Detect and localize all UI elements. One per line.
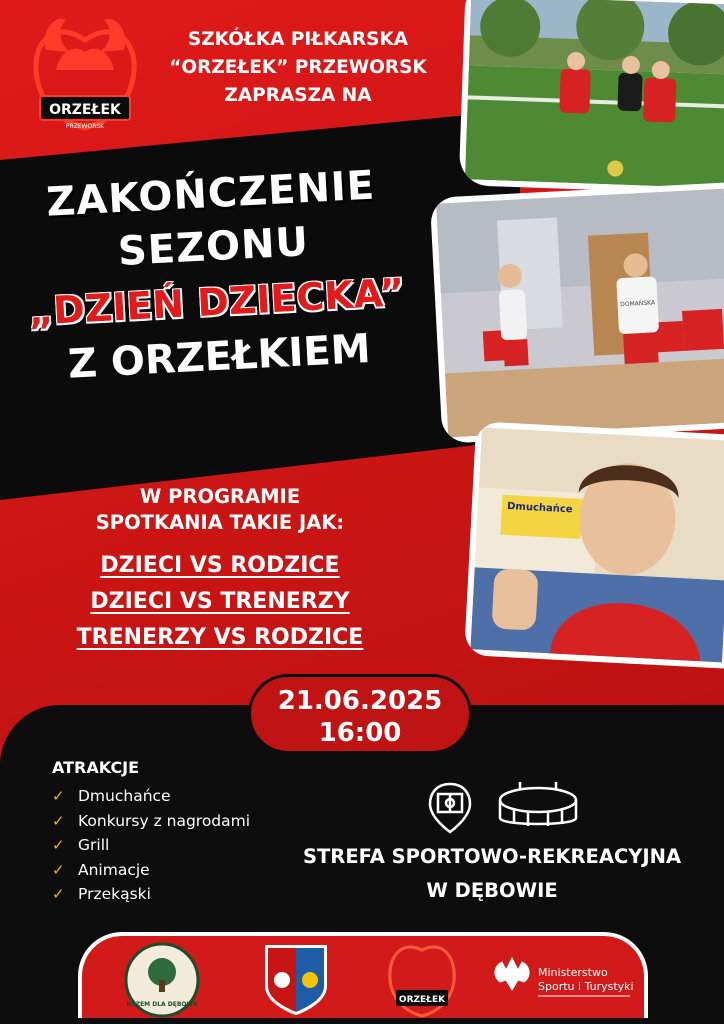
title-line1: ZAKOŃCZENIE: [45, 162, 377, 226]
intro-line1: SZKÓŁKA PIŁKARSKA: [187, 29, 409, 50]
list-item: [52, 882, 250, 907]
intro-line2: “ORZEŁEK” PRZEWORSK: [169, 57, 427, 78]
program-line1: W PROGRAMIE: [139, 485, 301, 508]
location-pin-field-icon: [430, 784, 470, 832]
attraction-label: Konkursy z nagrodami: [78, 811, 251, 830]
ministry-line2: Sportu i Turystyki: [538, 980, 634, 993]
list-item: [52, 858, 250, 883]
title-line3: „DZIEŃ DZIECKA”: [27, 270, 406, 334]
match-item: DZIECI VS RODZICE: [100, 553, 340, 578]
photo-kid-thumbs-up: [464, 421, 724, 668]
ministry-line1: Ministerstwo: [538, 966, 608, 979]
banner-text: Dmuchańce: [506, 500, 573, 516]
list-item: [52, 809, 250, 834]
attraction-label: Dmuchańce: [78, 787, 171, 805]
ministry-logo: [495, 958, 634, 996]
program-line2: SPOTKANIA TAKIE JAK:: [95, 511, 345, 534]
date-badge: [248, 674, 472, 754]
attraction-label: Przekąski: [78, 885, 151, 903]
check-icon: ✓: [52, 885, 65, 903]
event-title: [0, 157, 435, 395]
check-icon: ✓: [52, 787, 65, 805]
stadium-icon: [500, 782, 576, 826]
venue-line1: STREFA SPORTOWO-REKREACYJNA: [302, 845, 682, 868]
match-item: DZIECI VS TRENERZY: [90, 589, 350, 614]
shirt-print: DOMAŃSKA: [619, 299, 656, 309]
attractions-list: [52, 784, 250, 907]
attraction-label: Animacje: [78, 860, 150, 879]
attraction-label: Grill: [78, 836, 110, 854]
intro-text: [148, 26, 448, 110]
list-item: [52, 784, 250, 809]
photo-indoor-hall: [430, 182, 724, 443]
logo-name: ORZEŁEK: [49, 102, 121, 118]
podkarpackie-coat-of-arms: [266, 946, 326, 1014]
partners-footer: [78, 932, 648, 1018]
partner1-text: RAZEM DLA DĘBOWA: [126, 1001, 198, 1008]
check-icon: ✓: [52, 860, 65, 879]
orzelek-footer-logo: [390, 947, 454, 1016]
title-line4: Z ORZEŁKIEM: [66, 325, 372, 388]
title-line2: SEZONU: [116, 219, 311, 276]
match-list: [40, 548, 400, 656]
match-item: TRENERZY VS RODZICE: [76, 625, 364, 650]
venue-icons: [428, 780, 588, 836]
venue: [282, 840, 702, 908]
intro-line3: ZAPRASZA NA: [224, 85, 372, 106]
razem-dla-debowa-logo: [126, 944, 198, 1016]
event-time: 16:00: [318, 718, 402, 748]
attractions-title: ATRAKCJE: [52, 758, 140, 777]
event-date: 21.06.2025: [277, 686, 443, 716]
photo-football-match: [459, 0, 724, 195]
logo-sub: PRZEWORSK: [65, 123, 105, 130]
program-intro: [40, 484, 400, 536]
orzelek-logo: [26, 10, 144, 138]
footer-logo-name: ORZEŁEK: [398, 995, 446, 1005]
venue-line2: W DĘBOWIE: [426, 879, 558, 902]
check-icon: ✓: [52, 836, 65, 854]
list-item: [52, 833, 250, 858]
check-icon: ✓: [52, 811, 65, 830]
